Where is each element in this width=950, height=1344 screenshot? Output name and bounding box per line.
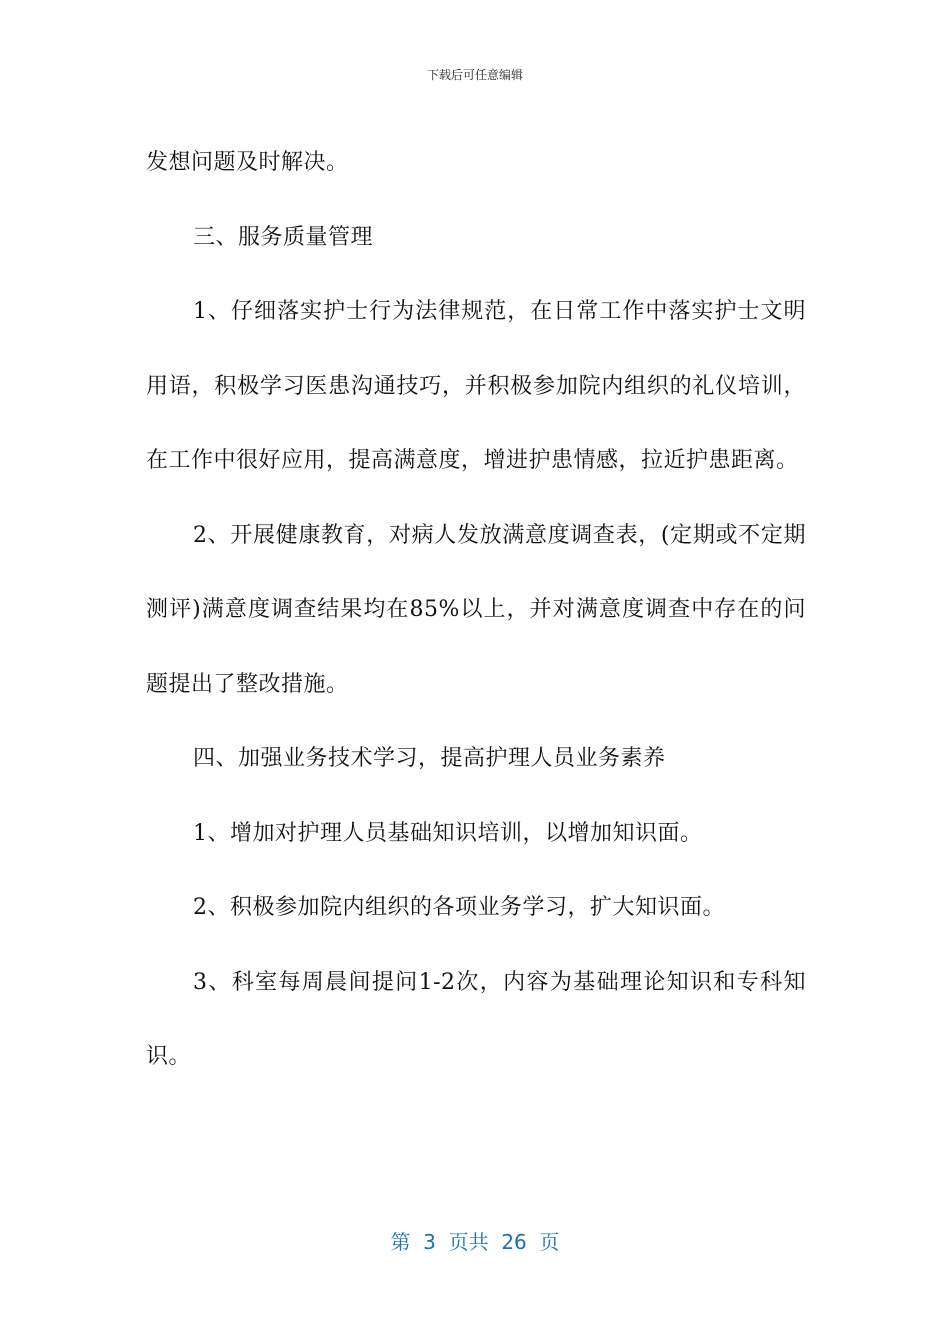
paragraph-3: 1、仔细落实护士行为法律规范，在日常工作中落实护士文明用语，积极学习医患沟通技巧，并积极参加院内组织的礼仪培训，在工作中很好应用，提高满意度，增进护患情感，拉近护患距离。 [146,299,806,473]
paragraph-7: 2、积极参加院内组织的各项业务学习，扩大知识面。 [193,895,725,920]
page-header: 下载后可任意编辑 [426,68,523,82]
paragraph-6: 1、增加对护理人员基础知识培训，以增加知识面。 [193,820,703,846]
page-number-footer: 第 3 页共 26 页 [390,1230,560,1254]
paragraph-8: 3、科室每周晨间提问1-2次，内容为基础理论知识和专科知识。 [146,969,806,1069]
section-heading-4: 四、加强业务技术学习，提高护理人员业务素养 [193,746,666,771]
paragraph-1: 发想问题及时解决。 [146,150,349,175]
paragraph-4: 2、开展健康教育，对病人发放满意度调查表，(定期或不定期测评)满意度调查结果均在85%以上，并对满意度调查中存在的问题提出了整改措施。 [146,522,806,697]
section-heading-3: 三、服务质量管理 [193,224,374,250]
document-body [146,126,806,1095]
